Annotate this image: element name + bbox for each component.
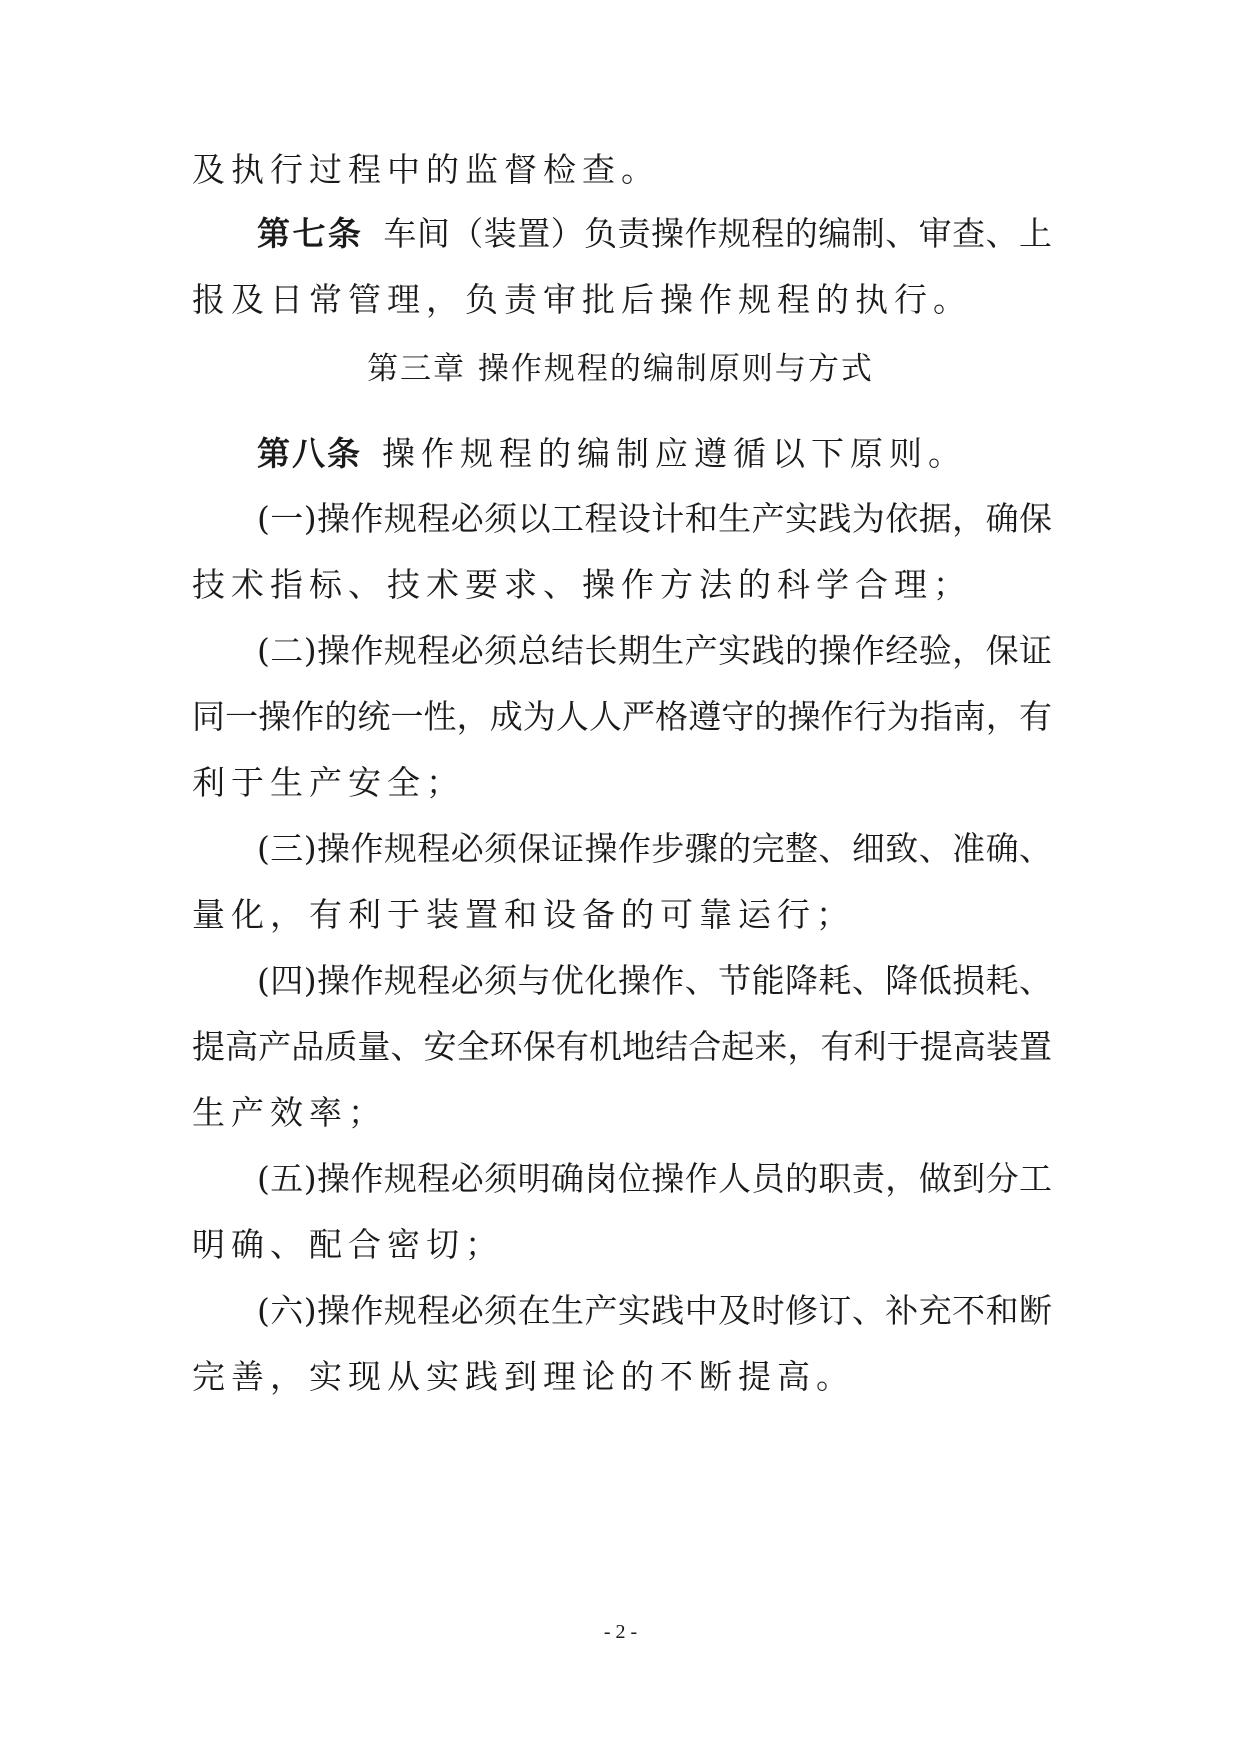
clause-5-line-1: (五)操作规程必须明确岗位操作人员的职责，做到分工 <box>257 1159 1052 1198</box>
article-7-text: 车间（装置）负责操作规程的编制、审查、上 <box>383 214 1053 253</box>
paragraph-line: 及执行过程中的监督检查。 <box>192 150 660 189</box>
article-7-label: 第七条 <box>257 214 364 253</box>
clause-1-line-1: (一)操作规程必须以工程设计和生产实践为依据，确保 <box>257 499 1052 538</box>
clause-5-line-2: 明确、配合密切； <box>192 1225 504 1264</box>
clause-6-line-1: (六)操作规程必须在生产实践中及时修订、补充不和断 <box>257 1291 1052 1330</box>
clause-2-line-1: (二)操作规程必须总结长期生产实践的操作经验，保证 <box>257 631 1052 670</box>
clause-4-line-1: (四)操作规程必须与优化操作、节能降耗、降低损耗、 <box>257 961 1052 1000</box>
chapter-3-heading: 第三章 操作规程的编制原则与方式 <box>367 351 874 387</box>
page-number: - 2 - <box>603 1621 638 1643</box>
article-7-line-1 <box>257 212 1052 256</box>
clause-4-line-3: 生产效率； <box>192 1093 387 1132</box>
clause-2-line-2: 同一操作的统一性，成为人人严格遵守的操作行为指南，有 <box>192 697 1052 736</box>
clause-2-line-3: 利于生产安全； <box>192 763 465 802</box>
article-8-label: 第八条 <box>257 434 362 473</box>
clause-3-line-2: 量化，有利于装置和设备的可靠运行； <box>192 895 855 934</box>
clause-1-line-2: 技术指标、技术要求、操作方法的科学合理； <box>192 565 972 604</box>
paragraph-line: 报及日常管理，负责审批后操作规程的执行。 <box>192 280 972 319</box>
clause-3-line-1: (三)操作规程必须保证操作步骤的完整、细致、准确、 <box>257 829 1052 868</box>
clause-6-line-2: 完善，实现从实践到理论的不断提高。 <box>192 1357 855 1396</box>
clause-4-line-2: 提高产品质量、安全环保有机地结合起来，有利于提高装置 <box>192 1027 1052 1066</box>
article-8-text: 操作规程的编制应遵循以下原则。 <box>382 434 967 473</box>
article-8-line <box>257 432 1052 476</box>
